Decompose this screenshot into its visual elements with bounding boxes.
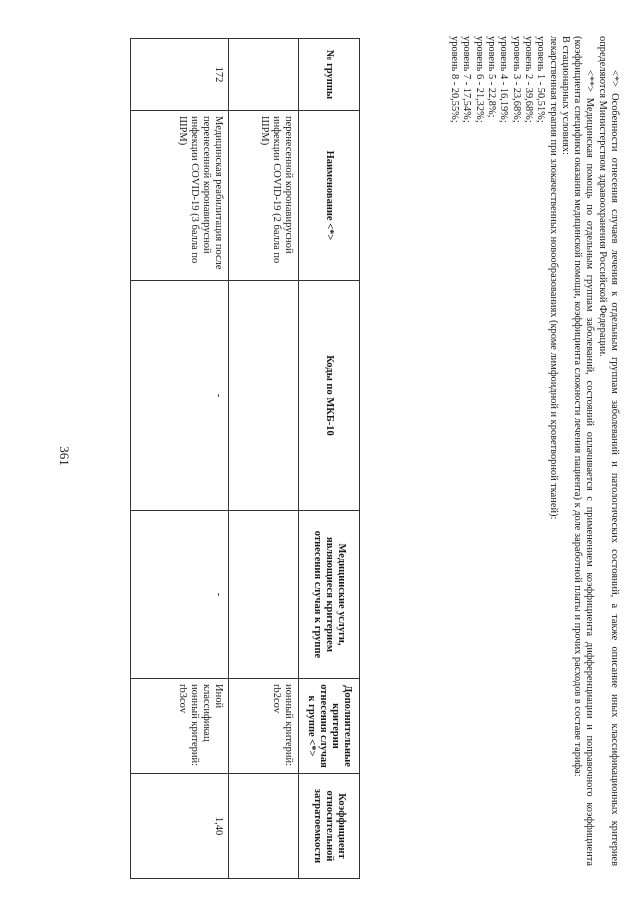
tariff-table (130, 38, 360, 879)
table-row (131, 39, 229, 879)
level-item: уровень 5 - 22,8%; (486, 36, 498, 118)
level-item: уровень 6 - 21,32%; (473, 36, 485, 123)
cell-mkb-codes (229, 281, 299, 511)
level-item: уровень 2 - 39,68%; (522, 36, 534, 123)
header-mkb-codes: Коды по МКБ-10 (299, 281, 360, 511)
level-item: уровень 4 - 16,19%; (498, 36, 510, 123)
cell-name: Медицинская реабилитация после перенесенной коронавирусной инфекции COVID-19 (3 балла по ШРМ) (131, 111, 229, 281)
stationary-conditions-label: В стационарных условиях: (559, 36, 571, 155)
header-medical-services: Медицинские услуги, являющиеся критерием отнесения случая к группе (299, 511, 360, 679)
cell-group-no: 172 (131, 39, 229, 111)
header-coefficient: Коэффициент относительной затратоемкости (299, 774, 360, 879)
footnote-1: <*> Особенности отнесения случаев лечения к отдельным группам заболеваний и патологических состояний, а также описание иных классификационных критериев определяются Министерством здравоохранения Российской Федерации. (596, 36, 620, 866)
table-header-row (299, 39, 360, 879)
cell-coefficient (229, 774, 299, 879)
drug-therapy-label: лекарственная терапия при злокачественных новообразованиях (кроме лимфоидной и кроветворной тканей): (547, 36, 559, 520)
cell-additional-criteria: ионный критерий: rb2cov (229, 679, 299, 774)
footnotes (448, 36, 620, 866)
level-item: уровень 7 - 17,54%; (461, 36, 473, 123)
footnote-2: <**> Медицинская помощь по отдельным группам заболеваний, состояний оплачивается с применением коэффициента дифференциации и поправочного коэффициента (коэффициента специфики оказания медицинской помощи, коэффициента сложности лечения пациента) к доле заработной платы и прочих расходов в составе тарифа: (572, 36, 596, 866)
cell-medical-services: - (131, 511, 229, 679)
cell-name: перенесенной коронавирусной инфекции COVID-19 (2 балла по ШРМ) (229, 111, 299, 281)
level-item: уровень 8 - 20,55%; (449, 36, 461, 123)
cell-medical-services (229, 511, 299, 679)
cell-mkb-codes: - (131, 281, 229, 511)
header-additional-criteria: Дополнительные критерии отнесения случая к группе <*> (299, 679, 360, 774)
page-number: 361 (56, 446, 72, 466)
header-group-no: № группы (299, 39, 360, 111)
level-item: уровень 1 - 50,51%; (535, 36, 547, 123)
level-item: уровень 3 - 23,68%; (510, 36, 522, 123)
cell-coefficient: 1,40 (131, 774, 229, 879)
cell-additional-criteria: Иной классификац ионный критерий: rb3cov (131, 679, 229, 774)
table-row (229, 39, 299, 879)
cell-group-no (229, 39, 299, 111)
header-name: Наименование <*> (299, 111, 360, 281)
